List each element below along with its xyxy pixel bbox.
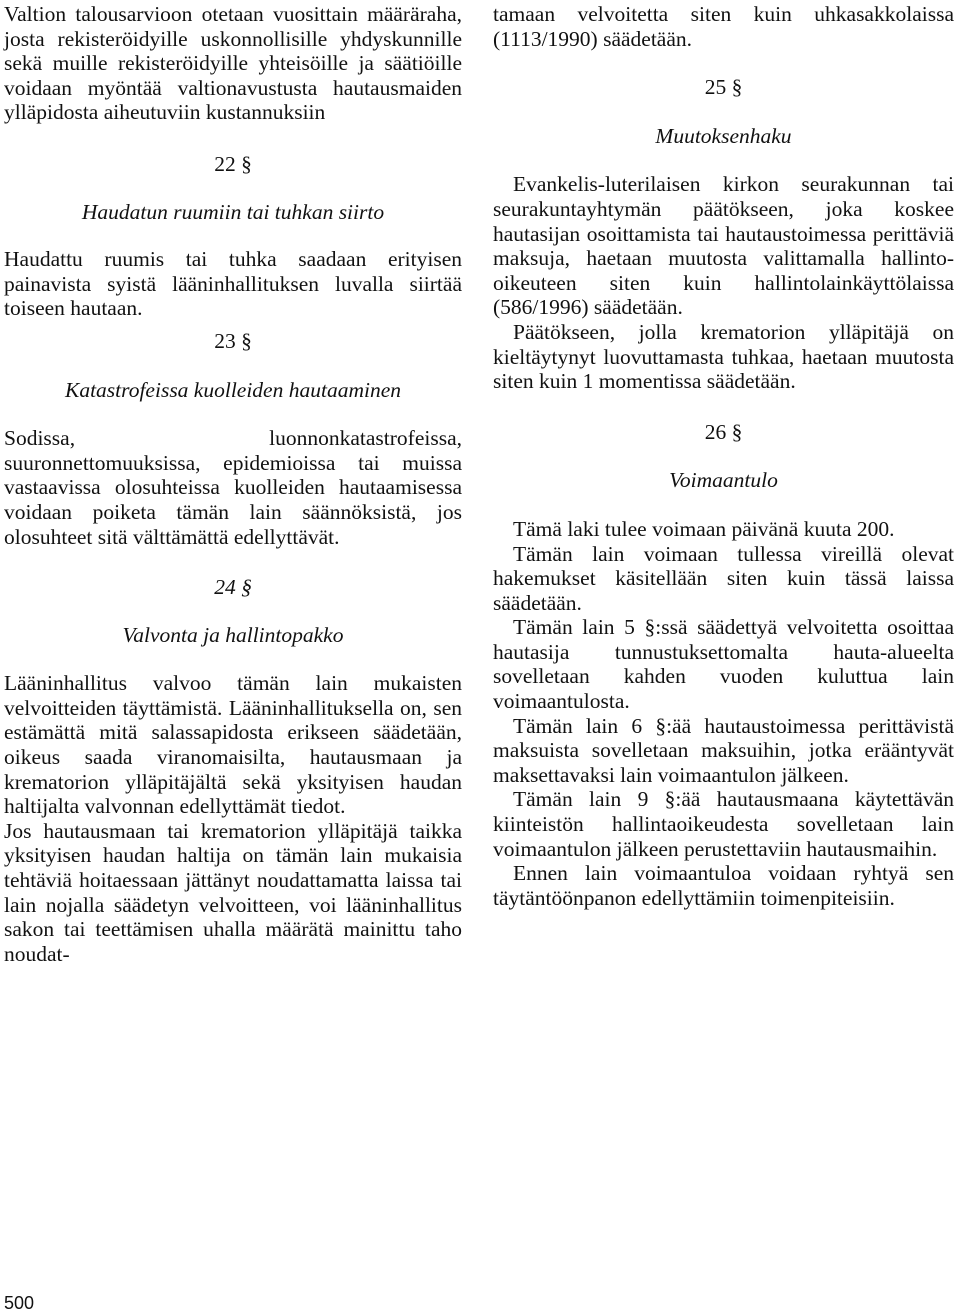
section-25-paragraph-2: Päätökseen, jolla krematorion ylläpitäjä on kieltäytynyt luovuttamasta tuhkaa, haetaan muutosta siten kuin 1 momentissa säädetään. — [493, 319, 954, 394]
section-25-number: 25 § — [704, 75, 743, 100]
section-24-paragraph-2: Jos hautausmaan tai krematorion ylläpitäjä taikka yksityisen haudan haltija on tämän lain mukaisia tehtäviä hoitaessaan jättänyt noudattamatta laissa tai lain nojalla säädetyn velvoitteen, voi lääninhallitus sakon tai teettämisen uhalla määrätä mainittu taho noudat- — [4, 818, 462, 966]
section-26-paragraph-1: Tämä laki tulee voimaan päivänä kuuta 200. — [513, 516, 895, 541]
section-26-paragraph-2: Tämän lain voimaan tullessa vireillä olevat hakemukset käsitellään siten kuin tässä laissa säädetään. — [493, 541, 954, 615]
left-column — [4, 2, 462, 966]
section-22-number: 22 § — [214, 151, 252, 176]
continuation-paragraph: tamaan velvoitetta siten kuin uhkasakkolaissa (1113/1990) säädetään. — [493, 2, 954, 51]
section-26-paragraph-6: Ennen lain voimaantuloa voidaan ryhtyä sen täytäntöönpanon edellyttämiin toimenpiteisiin. — [493, 861, 954, 910]
section-26-title: Voimaantulo — [669, 468, 778, 493]
section-23-number: 23 § — [214, 328, 252, 353]
section-22-title: Haudatun ruumiin tai tuhkan siirto — [81, 199, 385, 224]
section-24-paragraph-1: Lääninhallitus valvoo tämän lain mukaisten velvoitteiden täyttämistä. Lääninhallituksella on, sen estämättä mitä salassapidosta erikseen säädetään, oikeus saada viranomaisilta, hautausmaan ja krematorion ylläpitäjältä sekä yksityisen haudan haltijalta valvonnan edellyttämät tiedot. — [4, 671, 462, 819]
section-24-title: Valvonta ja hallintopakko — [122, 622, 344, 647]
section-23-title: Katastrofeissa kuolleiden hautaaminen — [64, 377, 401, 402]
intro-paragraph: Valtion talousarvioon otetaan vuosittain määräraha, josta rekisteröidyille uskonnollisille yhdyskunnille sekä muille rekisteröidyille yhteisöille ja säätiöille voidaan myöntää valtionavustusta hautausmaiden ylläpidosta aiheutuviin kustannuksiin — [4, 2, 462, 125]
right-column — [493, 2, 954, 910]
page-number: 500 — [4, 1293, 35, 1313]
section-22-paragraph: Haudattu ruumis tai tuhka saadaan erityisen painavista syistä lääninhallituksen luvalla siirtää toiseen hautaan. — [4, 247, 462, 321]
section-26-number: 26 § — [704, 419, 743, 444]
section-25-title: Muutoksenhaku — [655, 123, 792, 148]
section-26-paragraph-4: Tämän lain 6 §:ää hautaustoimessa perittävistä maksuista sovelletaan maksuihin, jotka erääntyvät maksettavaksi lain voimaantulon jälkeen. — [493, 713, 954, 787]
section-25-paragraph-1: Evankelis-luterilaisen kirkon seurakunnan tai seurakuntayhtymän päätökseen, joka koskee hautasijan osoittamista tai hautaustoimessa perittäviä maksuja, haetaan muutosta valittamalla hallinto-oikeuteen siten kuin hallintolainkäyttölaissa (586/1996) säädetään. — [493, 172, 954, 320]
section-24-number: 24 § — [214, 575, 252, 600]
section-23-paragraph: Sodissa, luonnonkatastrofeissa, suuronnettomuuksissa, epidemioissa tai muissa vastaavissa olosuhteissa kuolleiden hautaamisessa voidaan poiketa tämän lain säännöksistä, jos olosuhteet sitä välttämättä edellyttävät. — [4, 426, 462, 549]
section-26-paragraph-3: Tämän lain 5 §:ssä säädettyä velvoitetta osoittaa hautasija tunnustuksettomalta hauta-alueelta sovelletaan kahden vuoden kuluttua lain voimaantulosta. — [493, 615, 954, 714]
section-26-paragraph-5: Tämän lain 9 §:ää hautausmaana käytettävän kiinteistön hallintaoikeudesta sovelletaan lain voimaantulon jälkeen perustettaviin hautausmaihin. — [493, 787, 954, 861]
